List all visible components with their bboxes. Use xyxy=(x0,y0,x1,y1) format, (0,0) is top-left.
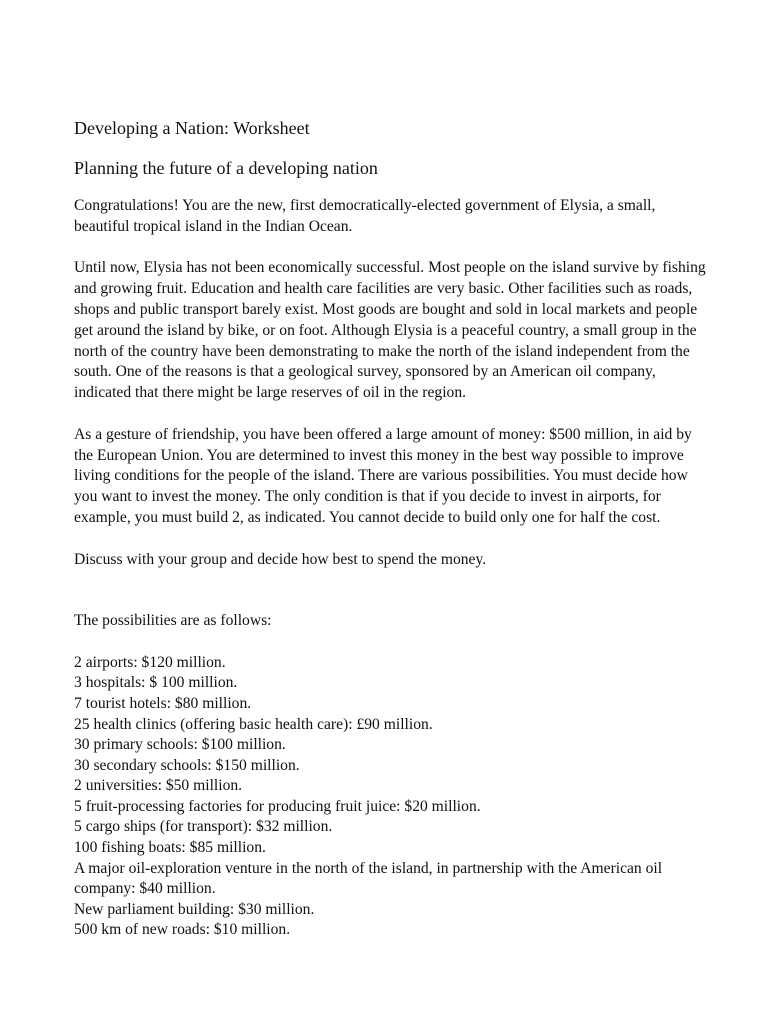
list-item: 2 universities: $50 million. xyxy=(74,777,243,795)
list-item: 100 fishing boats: $85 million. xyxy=(74,839,266,857)
list-item: 5 cargo ships (for transport): $32 million. xyxy=(74,818,333,836)
possibilities-list xyxy=(74,653,714,941)
paragraph-intro: Congratulations! You are the new, first democratically-elected government of Elysia, a small, beautiful tropical island in the Indian Ocean. xyxy=(74,197,656,235)
list-item: New parliament building: $30 million. xyxy=(74,900,315,918)
list-item: A major oil-exploration venture in the north of the island, in partnership with the American oil company: $40 million. xyxy=(74,859,663,898)
paragraph-instruction: Discuss with your group and decide how best to spend the money. xyxy=(74,550,487,568)
page-title: Developing a Nation: Worksheet xyxy=(74,118,310,138)
list-item: 30 primary schools: $100 million. xyxy=(74,736,286,754)
list-item: 3 hospitals: $ 100 million. xyxy=(74,674,238,692)
list-intro: The possibilities are as follows: xyxy=(74,612,272,630)
list-item: 5 fruit-processing factories for producing fruit juice: $20 million. xyxy=(74,797,481,815)
list-item: 25 health clinics (offering basic health care): £90 million. xyxy=(74,715,433,733)
list-item: 30 secondary schools: $150 million. xyxy=(74,756,300,774)
worksheet-page xyxy=(74,116,714,941)
list-item: 7 tourist hotels: $80 million. xyxy=(74,694,252,712)
spacer xyxy=(74,591,714,611)
list-item: 500 km of new roads: $10 million. xyxy=(74,921,291,939)
paragraph-background: Until now, Elysia has not been economically successful. Most people on the island survive by fishing and growing fruit. Education and health care facilities are very basic. Other facilities such as roads, shops and public transport barely exist. Most goods are bought and sold in local markets and people get around the island by bike, or on foot. Although Elysia is a peaceful country, a small group in the north of the country have been demonstrating to make the north of the island independent from the south. One of the reasons is that a geological survey, sponsored by an American oil company, indicated that there might be large reserves of oil in the region. xyxy=(74,259,706,402)
paragraph-aid-offer: As a gesture of friendship, you have been offered a large amount of money: $500 million, in aid by the European Union. You are determined to invest this money in the best way possible to improve living conditions for the people of the island. There are various possibilities. You must decide how you want to invest the money. The only condition is that if you decide to invest in airports, for example, you must build 2, as indicated. You cannot decide to build only one for half the cost. xyxy=(74,425,692,526)
list-item: 2 airports: $120 million. xyxy=(74,653,226,671)
page-subtitle: Planning the future of a developing nation xyxy=(74,158,378,178)
